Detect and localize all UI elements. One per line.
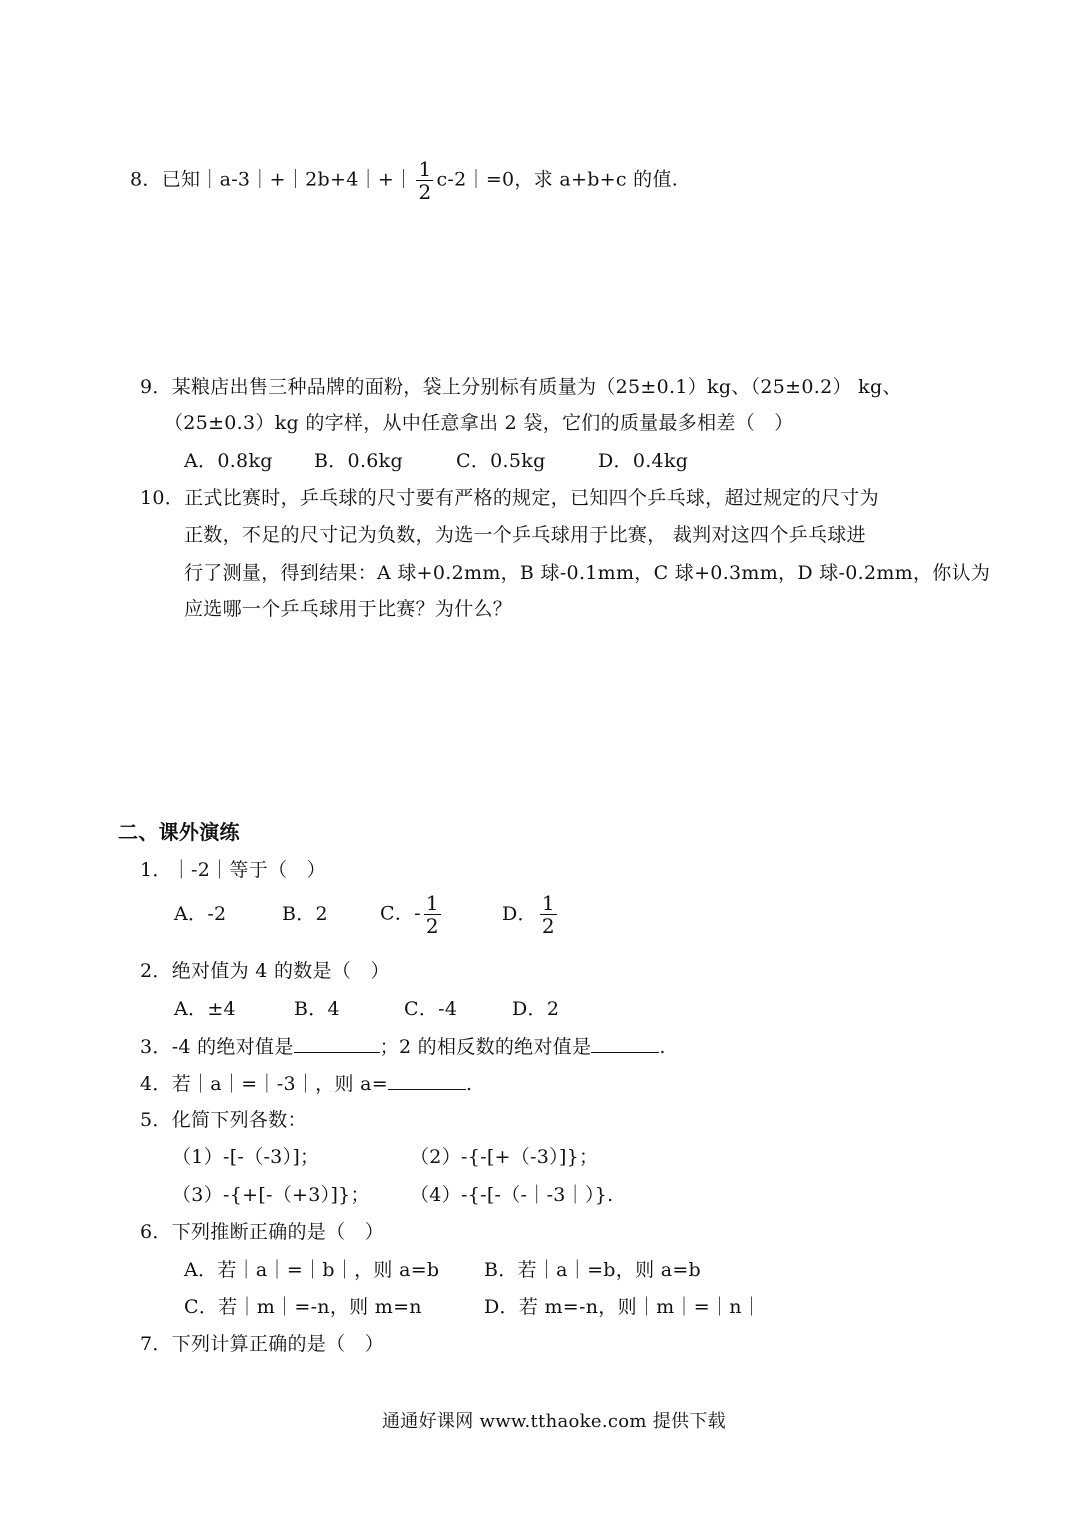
problem-1: 1．｜-2｜等于（ ）: [140, 859, 326, 881]
option-c: [380, 892, 502, 937]
problem-3: [140, 1034, 666, 1059]
problem-2-options: [174, 997, 559, 1021]
problem-1-options: [174, 892, 560, 937]
option-b: B．4: [294, 998, 340, 1020]
problem-3-part-2: ；2 的相反数的绝对值是: [379, 1036, 592, 1058]
option-d-fraction: [540, 892, 557, 937]
question-8-lead: 8．已知｜a-3｜+｜2b+4｜+｜: [130, 168, 414, 191]
option-b: B．2: [282, 902, 328, 925]
problem-4-part-2: .: [465, 1073, 473, 1095]
fraction-denominator: 2: [541, 914, 555, 938]
question-10-line-2: 正数，不足的尺寸记为负数，为选一个乒乓球用于比赛， 裁判对这四个乒乓球进: [184, 524, 866, 546]
problem-5-item-3: （3）-{+[-（+3）]}；: [172, 1184, 370, 1206]
option-a: A．0.8kg: [184, 450, 273, 472]
option-c-fraction: [424, 892, 441, 937]
option-d: D．若 m=-n，则｜m｜=｜n｜: [484, 1296, 762, 1318]
problem-4: [140, 1071, 472, 1096]
fraction-denominator: 2: [418, 180, 432, 204]
problem-5-item-1: （1）-[-（-3）]；: [172, 1146, 320, 1168]
answer-blank[interactable]: [388, 1071, 466, 1090]
option-a: A．-2: [174, 902, 227, 925]
problem-5: 5．化简下列各数：: [140, 1109, 307, 1131]
option-b: B．0.6kg: [314, 450, 403, 472]
problem-6-row-2: [184, 1295, 761, 1319]
option-d: D．0.4kg: [598, 450, 689, 472]
option-c: C．-4: [404, 998, 458, 1020]
problem-7: 7．下列计算正确的是（ ）: [140, 1333, 384, 1355]
problem-2: 2．绝对值为 4 的数是（ ）: [140, 960, 390, 982]
question-8-tail: c-2｜=0，求 a+b+c 的值.: [436, 168, 679, 191]
question-10-line-1: 10．正式比赛时，乒乓球的尺寸要有严格的规定，已知四个乒乓球，超过规定的尺寸为: [140, 487, 879, 509]
fraction-denominator: 2: [425, 914, 439, 938]
problem-3-part-3: .: [659, 1036, 666, 1058]
option-a: A．±4: [174, 998, 236, 1020]
fraction-numerator: 1: [425, 891, 439, 915]
problem-6: 6．下列推断正确的是（ ）: [140, 1221, 384, 1243]
option-b: B．若｜a｜=b，则 a=b: [484, 1259, 702, 1281]
problem-5-item-4: （4）-{-[-（-｜-3｜）}.: [410, 1184, 614, 1206]
option-c: C．若｜m｜=-n，则 m=n: [184, 1296, 422, 1318]
page-footer: 通通好课网 www.tthaoke.com 提供下载: [382, 1411, 726, 1432]
option-d: [502, 891, 560, 938]
answer-blank[interactable]: [591, 1034, 659, 1053]
problem-5-row-1: [172, 1145, 598, 1169]
option-a: A．若｜a｜=｜b｜，则 a=b: [184, 1259, 440, 1281]
problem-5-row-2: [172, 1183, 614, 1207]
question-9-line-1: 9．某粮店出售三种品牌的面粉，袋上分别标有质量为（25±0.1）kg、（25±0.2） kg、: [140, 376, 902, 398]
fraction-numerator: 1: [541, 891, 555, 915]
question-10-line-4: 应选哪一个乒乓球用于比赛？为什么？: [184, 598, 513, 620]
question-9-line-2: （25±0.3）kg 的字样，从中任意拿出 2 袋，它们的质量最多相差（ ）: [164, 412, 794, 434]
option-d-prefix: D．: [502, 902, 537, 925]
problem-5-item-2: （2）-{-[+（-3）]}；: [410, 1146, 599, 1168]
fraction-numerator: 1: [418, 157, 432, 181]
option-d: D．2: [512, 998, 560, 1020]
problem-6-row-1: [184, 1258, 701, 1282]
question-10-line-3: 行了测量，得到结果：A 球+0.2mm，B 球-0.1mm，C 球+0.3mm，D 球-0.2mm，你认为: [184, 562, 991, 584]
fraction-one-half: [416, 158, 433, 203]
problem-4-part-1: 4．若｜a｜=｜-3｜，则 a=: [140, 1073, 388, 1095]
option-c-prefix: C．-: [380, 902, 421, 925]
section-heading: 二、课外演练: [118, 820, 240, 844]
problem-3-part-1: 3．-4 的绝对值是: [140, 1036, 294, 1058]
option-c: C．0.5kg: [456, 450, 546, 472]
question-8: [130, 158, 678, 203]
answer-blank[interactable]: [294, 1034, 380, 1053]
question-9-options: [184, 449, 688, 473]
